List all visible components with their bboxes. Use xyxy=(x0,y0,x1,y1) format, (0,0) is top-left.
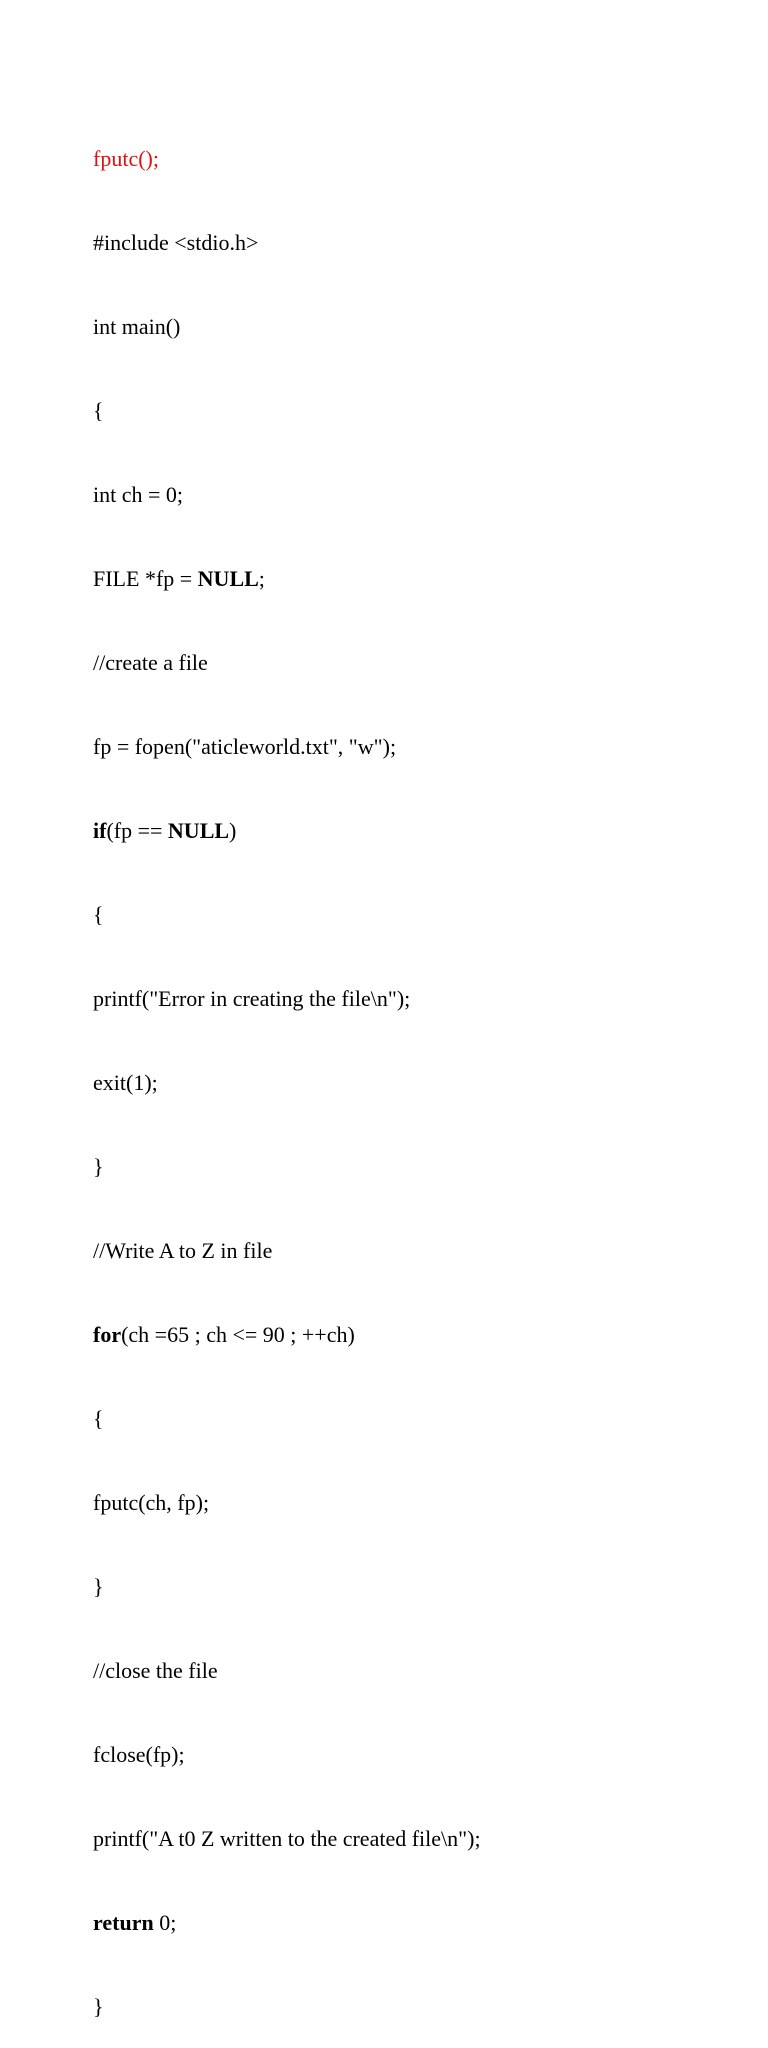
code-line-1: #include <stdio.h> xyxy=(93,230,259,255)
code-text: (fp == xyxy=(106,818,168,843)
keyword-if: if xyxy=(93,818,107,843)
code-line-21 xyxy=(93,1909,481,1937)
code-line-10: printf("Error in creating the file\n"); xyxy=(93,986,411,1011)
code-text: FILE *fp = xyxy=(93,566,198,591)
code-text: 0; xyxy=(153,1910,177,1935)
code-text: ; xyxy=(258,566,265,591)
code-line-2: int main() xyxy=(93,314,181,339)
keyword-null: NULL xyxy=(167,818,230,843)
code-line-6: //create a file xyxy=(93,650,208,675)
code-line-4: int ch = 0; xyxy=(93,482,184,507)
code-line-17: } xyxy=(93,1574,104,1599)
code-line-5 xyxy=(93,565,481,593)
code-line-18: //close the file xyxy=(93,1658,218,1683)
code-line-19: fclose(fp); xyxy=(93,1742,185,1767)
code-line-15: { xyxy=(93,1406,104,1431)
code-line-7: fp = fopen("aticleworld.txt", "w"); xyxy=(93,734,397,759)
code-listing xyxy=(93,89,481,2048)
code-text: ) xyxy=(229,818,237,843)
code-line-11: exit(1); xyxy=(93,1070,158,1095)
code-line-9: { xyxy=(93,902,104,927)
code-line-22: } xyxy=(93,1994,104,2019)
code-line-13: //Write A to Z in file xyxy=(93,1238,273,1263)
code-line-8 xyxy=(93,817,481,845)
document-title: fputc(); xyxy=(93,146,159,171)
code-text: (ch =65 ; ch <= 90 ; ++ch) xyxy=(121,1322,355,1347)
code-line-3: { xyxy=(93,398,104,423)
code-line-16: fputc(ch, fp); xyxy=(93,1490,210,1515)
code-line-20: printf("A t0 Z written to the created file\n"); xyxy=(93,1826,481,1851)
keyword-return: return xyxy=(93,1910,154,1935)
keyword-null: NULL xyxy=(197,566,259,591)
keyword-for: for xyxy=(93,1322,122,1347)
code-line-14 xyxy=(93,1321,481,1349)
code-line-12: } xyxy=(93,1154,104,1179)
